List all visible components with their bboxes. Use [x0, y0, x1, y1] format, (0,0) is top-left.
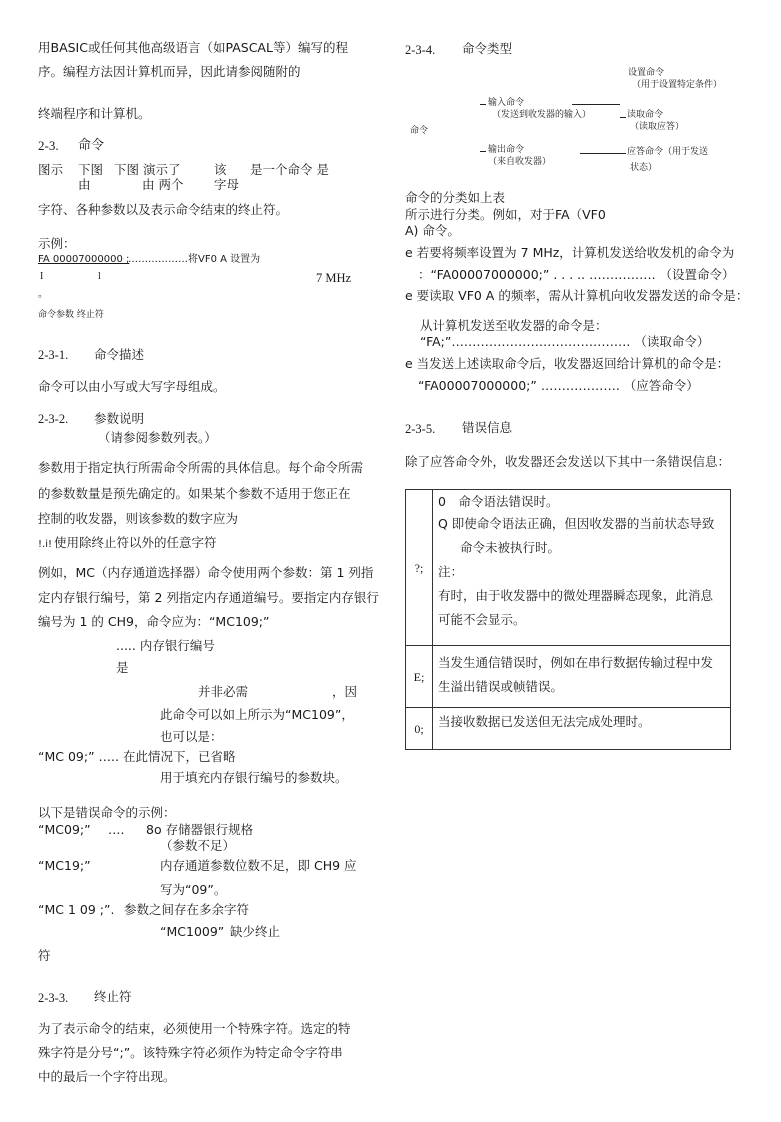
- error-description: [433, 490, 731, 646]
- figure-text-h: 字母: [214, 177, 240, 192]
- types-line-9: e 当发送上述读取命令后，收发器返回给计算机的命令是：: [405, 356, 730, 371]
- intro-line-1: 用BASIC或任何其他高级语言（如PASCAL等）编写的程: [38, 40, 348, 55]
- error-example-1-desc: 8o 存储器银行规格: [146, 822, 254, 837]
- error-symbol: 0;: [406, 708, 433, 750]
- diagram-read-command-sub: （读取应答）: [630, 122, 685, 132]
- types-line-3: A) 命令。: [405, 223, 460, 238]
- error-desc-line: 当发生通信错误时，例如在串行数据传输过程中发: [438, 654, 714, 670]
- params-line-2: 的参数数量是预先确定的。如果某个参数不适用于您正在: [38, 486, 351, 501]
- error-message-table: [405, 489, 731, 750]
- error-example-1-cmd: “MC09;”: [38, 822, 91, 837]
- table-row: [406, 708, 731, 750]
- diagram-command: 命令: [410, 126, 429, 136]
- diagram-answer-command: 应答命令（用于发送: [627, 147, 709, 157]
- types-line-5: ：“FA00007000000;” . . . .. ……………. （设置命令）: [418, 267, 735, 282]
- error-symbol: E;: [406, 646, 433, 708]
- example-period: 。: [38, 289, 48, 300]
- diagram-set-command: 设置命令: [628, 68, 665, 78]
- example-desc: ………………将VF0 A 设置为: [128, 254, 261, 265]
- error-example-1-dots: ….: [108, 822, 125, 837]
- example-marker-2: l: [98, 271, 101, 282]
- params-line-4a: !.i!: [38, 539, 52, 550]
- diagram-line-input: [572, 104, 620, 105]
- terminator-line-1: 为了表示命令的结束，必须使用一个特殊字符。选定的特: [38, 1021, 351, 1036]
- diagram-set-command-sub: （用于设置特定条件）: [632, 80, 723, 90]
- diagram-output-command: 输出命令: [488, 145, 525, 155]
- intro-line-2: 序。编程方法因计算机而异，因此请参阅随附的: [38, 64, 301, 79]
- section-2-3-5-title: 错误信息: [462, 420, 513, 435]
- params-line-13: “MC 09;” ….. 在此情况下，已省略: [38, 749, 236, 764]
- section-2-3-title: 命令: [78, 138, 105, 153]
- section-2-3-number: 2-3.: [38, 138, 59, 153]
- section-2-3-1-title: 命令描述: [94, 347, 145, 362]
- diagram-answer-command-sub: 状态）: [630, 163, 658, 173]
- error-examples-intro: 以下是错误命令的示例：: [38, 805, 176, 820]
- example-marker-1: I: [40, 271, 44, 282]
- example-command: FA 00007000000 ;: [38, 254, 130, 265]
- params-line-10b: ，因: [332, 684, 358, 699]
- diagram-output-command-sub: （来自收发器）: [488, 157, 552, 167]
- error-desc-line: 生溢出错误或帧错误。: [438, 678, 564, 694]
- figure-text-f: 由: [78, 177, 91, 192]
- diagram-line-answer: [580, 153, 626, 154]
- figure-text-e: 是一个命令 是: [250, 162, 329, 177]
- section-2-3-1-text: 命令可以由小写或大写字母组成。: [38, 379, 226, 394]
- diagram-read-command: 读取命令: [627, 110, 664, 120]
- params-line-14: 用于填充内存银行编号的参数块。: [160, 770, 348, 785]
- error-desc-line: 注：: [438, 564, 464, 579]
- params-line-9: 是: [116, 660, 129, 675]
- section-2-3-1-number: 2-3-1.: [38, 348, 69, 362]
- error-desc-line: 当接收数据已发送但无法完成处理时。: [438, 714, 651, 729]
- error-example-3-cmd: “MC 1 09 ;”.: [38, 902, 115, 917]
- section-2-3-3-number: 2-3-3.: [38, 991, 69, 1005]
- types-line-2: 所示进行分类。例如，对于FA（VF0: [405, 207, 606, 222]
- terminator-line-3: 中的最后一个字符出现。: [38, 1069, 176, 1084]
- error-desc-line: 可能不会显示。: [438, 612, 526, 627]
- figure-text-c: 下图 演示了: [114, 162, 181, 177]
- types-line-4: e 若要将频率设置为 7 MHz，计算机发送给收发机的命令为: [405, 245, 735, 260]
- error-symbol: ?;: [406, 490, 433, 646]
- params-line-11: 此命令可以如上所示为“MC109”，: [160, 707, 354, 722]
- params-line-3: 控制的收发器，则该参数的数字应为: [38, 511, 239, 526]
- params-line-12: 也可以是：: [160, 729, 223, 744]
- error-example-4-cmd: “MC1009”: [160, 924, 225, 939]
- figure-text-a: 图示: [38, 162, 64, 177]
- error-desc-line: 0 命令语法错误时。: [438, 494, 559, 509]
- example-labels: 命令参数 终止符: [38, 310, 104, 320]
- intro-line-3: 终端程序和计算机。: [38, 106, 151, 121]
- section-2-3-2-title: 参数说明: [94, 411, 145, 426]
- params-line-1: 参数用于指定执行所需命令所需的具体信息。每个命令所需: [38, 460, 364, 475]
- figure-text-d: 该: [214, 162, 227, 177]
- error-example-2-note: 写为“09”。: [160, 882, 227, 897]
- error-messages-intro: 除了应答命令外，收发器还会发送以下其中一条错误信息：: [405, 454, 731, 469]
- error-example-2-cmd: “MC19;”: [38, 858, 91, 873]
- types-line-7: 从计算机发送至收发器的命令是：: [420, 318, 608, 333]
- figure-text-line-3: 字符、各种参数以及表示命令结束的终止符。: [38, 202, 289, 217]
- figure-text-b: 下图: [78, 162, 104, 177]
- error-desc-line: 有时，由于收发器中的微处理器瞬态现象，此消息: [438, 588, 714, 603]
- params-line-5: 例如，MC（内存通道选择器）命令使用两个参数：第 1 列指: [38, 565, 374, 580]
- section-2-3-4-title: 命令类型: [462, 41, 513, 56]
- section-2-3-3-title: 终止符: [94, 989, 132, 1004]
- error-description: [433, 646, 731, 708]
- error-example-3-desc: 参数之间存在多余字符: [124, 902, 250, 917]
- diagram-input-command-sub: （发送到收发器的输入）: [492, 110, 592, 120]
- diagram-tick-output: [480, 151, 486, 152]
- error-desc-line: 命令未被执行时。: [460, 540, 561, 555]
- example-mhz: 7 MHz: [316, 271, 352, 285]
- error-example-4-cont: 符: [38, 948, 51, 963]
- error-example-2-desc: 内存通道参数位数不足，即 CH9 应: [160, 858, 357, 873]
- terminator-line-2: 殊字符是分号“;”。该特殊字符必须作为特定命令字符串: [38, 1045, 343, 1060]
- section-2-3-5-number: 2-3-5.: [405, 422, 436, 436]
- section-2-3-2-number: 2-3-2.: [38, 412, 69, 426]
- params-line-7: 编号为 1 的 CH9，命令应为：“MC109;”: [38, 614, 270, 629]
- section-2-3-4-number: 2-3-4.: [405, 43, 436, 57]
- types-line-1: 命令的分类如上表: [405, 190, 506, 205]
- diagram-tick-read: [620, 117, 626, 118]
- example-label: 示例：: [38, 236, 76, 251]
- params-line-6: 定内存银行编号，第 2 列指定内存通道编号。要指定内存银行: [38, 590, 379, 605]
- types-line-8: “FA;”……………………………………. （读取命令）: [420, 334, 710, 349]
- types-line-6: e 要读取 VF0 A 的频率，需从计算机向收发器发送的命令是：: [405, 288, 749, 303]
- section-2-3-2-subtitle: （请参阅参数列表。）: [98, 430, 217, 445]
- table-row: [406, 490, 731, 646]
- params-line-4b: 使用除终止符以外的任意字符: [54, 535, 217, 550]
- figure-text-g: 由 两个: [142, 177, 184, 192]
- params-line-10a: 并非必需: [198, 684, 249, 699]
- error-description: [433, 708, 731, 750]
- table-row: [406, 646, 731, 708]
- types-line-10: “FA00007000000;” ………………. （应答命令）: [418, 378, 699, 393]
- error-example-1-note: （参数不足）: [160, 838, 236, 853]
- error-example-4-desc: 缺少终止: [230, 924, 281, 939]
- diagram-tick-input: [480, 104, 486, 105]
- error-desc-line: Q 即使命令语法正确，但因收发器的当前状态导致: [438, 516, 715, 531]
- params-line-8: ..... 内存银行编号: [116, 638, 215, 653]
- diagram-input-command: 输入命令: [488, 98, 525, 108]
